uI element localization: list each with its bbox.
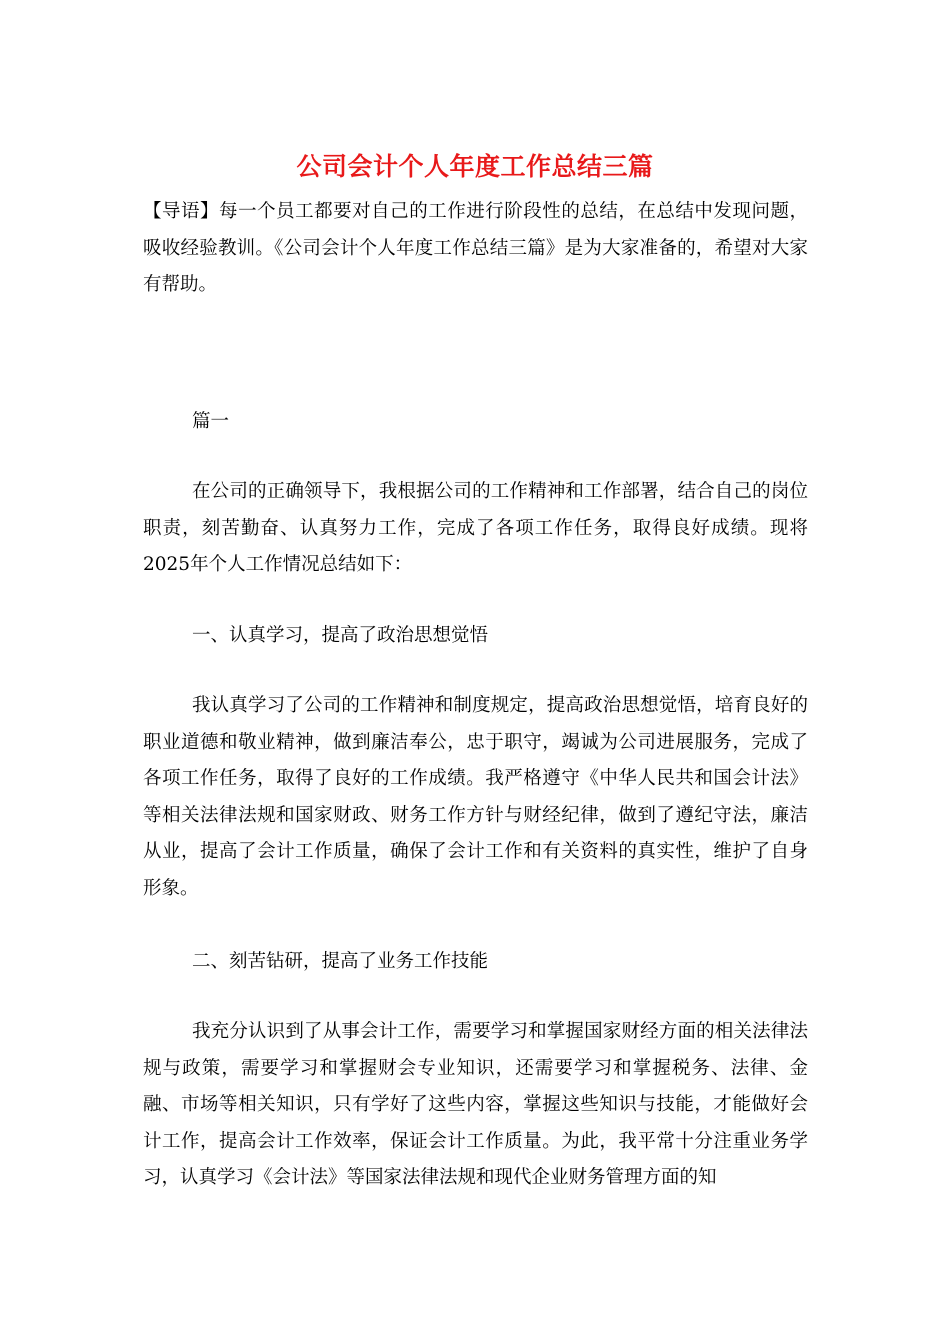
section-label: 篇一	[192, 411, 230, 432]
document-title: 公司会计个人年度工作总结三篇	[296, 152, 654, 181]
heading-one: 一、认真学习，提高了政治思想觉悟	[192, 625, 489, 646]
heading-two: 二、刻苦钻研，提高了业务工作技能	[192, 951, 489, 972]
paragraph-opening: 在公司的正确领导下，我根据公司的工作精神和工作部署，结合自己的岗位职责，刻苦勤奋、认真努力工作，完成了各项工作任务，取得良好成绩。现将2025年个人工作情况总结如下：	[143, 481, 808, 575]
paragraph-skills: 我充分认识到了从事会计工作，需要学习和掌握国家财经方面的相关法律法规与政策，需要学习和掌握财会专业知识，还需要学习和掌握税务、法律、金融、市场等相关知识，只有学好了这些内容，掌握这些知识与技能，才能做好会计工作，提高会计工作效率，保证会计工作质量。为此，我平常十分注重业务学习，认真学习《会计法》等国家法律法规和现代企业财务管理方面的知	[143, 1021, 808, 1188]
paragraph-study: 我认真学习了公司的工作精神和制度规定，提高政治思想觉悟，培育良好的职业道德和敬业精神，做到廉洁奉公，忠于职守，竭诚为公司进展服务，完成了各项工作任务，取得了良好的工作成绩。我严格遵守《中华人民共和国会计法》等相关法律法规和国家财政、财务工作方针与财经纪律，做到了遵纪守法，廉洁从业，提高了会计工作质量，确保了会计工作和有关资料的真实性，维护了自身形象。	[143, 695, 808, 899]
intro-paragraph: 【导语】每一个员工都要对自己的工作进行阶段性的总结，在总结中发现问题，吸收经验教训。《公司会计个人年度工作总结三篇》是为大家准备的，希望对大家有帮助。	[143, 201, 808, 295]
